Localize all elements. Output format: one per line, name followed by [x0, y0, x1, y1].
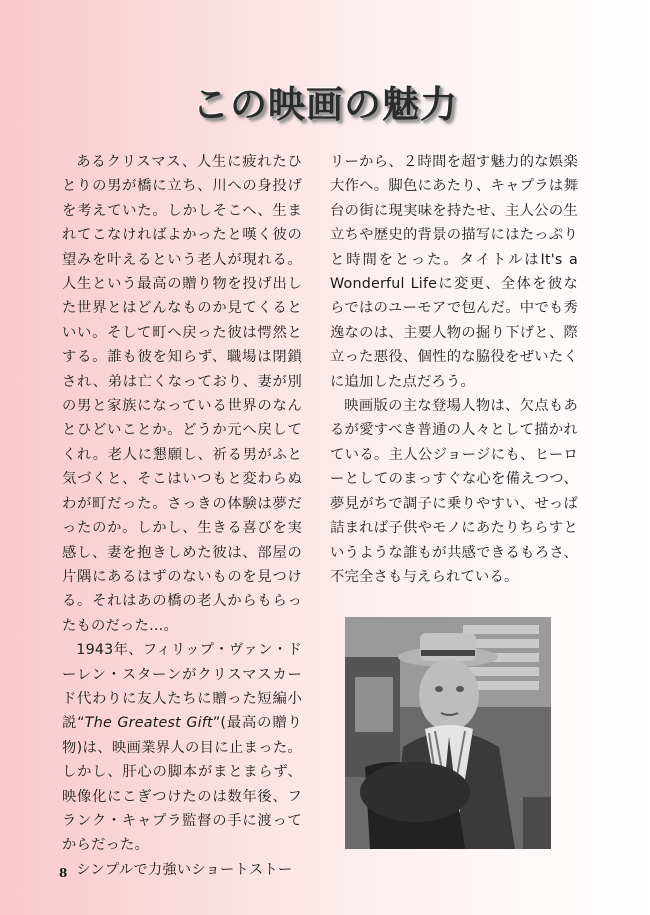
- paragraph-adaptation-cont: リーから、２時間を超す魅力的な娯楽大作へ。脚色にあたり、キャプラは舞台の街に現実味を持たせ、主人公の生立ちや歴史的背景の描写にはたっぷりと時間をとった。タイトルはIt's a Wonderful Lifeに変更、全体を彼ならではのユーモアで包んだ。中でも秀逸なのは、主要人物の掘り下げと、際立った悪役、個性的な脇役をぜいたくに追加した点だろう。: [330, 154, 578, 390]
- history-text-before: 1943年、フィリップ・ヴァン・ドーレン・スターンがクリスマスカード代わりに友人たちに贈った短編小説“: [62, 642, 302, 732]
- book-title: The Greatest Gift: [84, 715, 213, 732]
- paragraph-characters: 映画版の主な登場人物は、欠点もあるが愛すべき普通の人々として描かれている。主人公ジョージにも、ヒーローとしてのまっすぐな心を備えつつ、夢見がちで調子に乗りやすい、せっぱ詰まれば子供やモノにあたりちらすというような誰もが共感できるもろさ、不完全さも与えられている。: [330, 398, 578, 585]
- page-title: この映画の魅力: [192, 82, 458, 126]
- paragraph-adaptation-start: シンプルで力強いショートストー: [76, 861, 293, 878]
- page-number: 8: [59, 866, 68, 880]
- paragraph-history: [62, 638, 302, 858]
- right-column: [330, 150, 578, 589]
- left-column: [62, 150, 302, 882]
- film-still-photo: [345, 617, 551, 849]
- history-text-after: ”(最高の贈り物)は、映画業界人の目に止まった。しかし、肝心の脚本がまとまらず、映像化にこぎつけたのは数年後、フランク・キャプラ監督の手に渡ってからだった。: [62, 715, 302, 854]
- paragraph-synopsis: あるクリスマス、人生に疲れたひとりの男が橋に立ち、川への身投げを考えていた。しかしそこへ、生まれてこなければよかったと嘆く彼の望みを叶えるという老人が現れる。人生という最高の贈り物を投げ出した世界とはどんなものか見てくるといい。そして町へ戻った彼は愕然とする。誰も彼を知らず、職場は閉鎖され、弟は亡くなっており、妻が別の男と家族になっている世界のなんとひどいことか。どうか元へ戻してくれ。老人に懇願し、祈る男がふと気づくと、そこはいつもと変わらぬわが町だった。さっきの体験は夢だったのか。しかし、生きる喜びを実感し、妻を抱きしめた彼は、部屋の片隅にあるはずのないものを見つける。それはあの橋の老人からもらったものだった…。: [62, 154, 302, 634]
